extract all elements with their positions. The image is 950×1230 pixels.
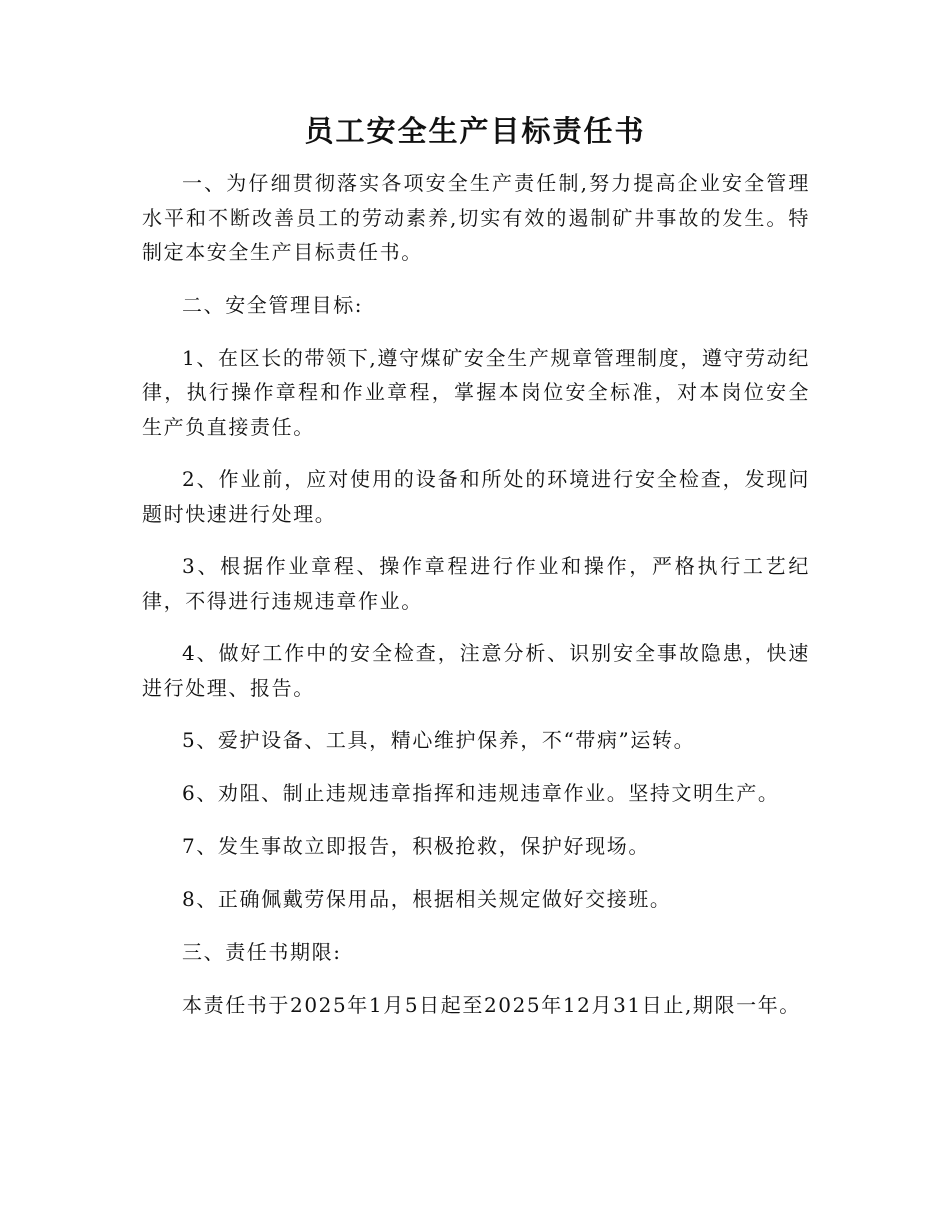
document-title: 员工安全生产目标责任书	[304, 114, 646, 148]
goal-item-8: 8、正确佩戴劳保用品，根据相关规定做好交接班。	[182, 887, 672, 911]
goal-item-4: 4、做好工作中的安全检查，注意分析、识别安全事故隐患，快速进行处理、报告。	[142, 641, 810, 700]
goal-item-2: 2、作业前，应对使用的设备和所处的环境进行安全检查，发现问题时快速进行处理。	[142, 467, 810, 526]
paragraph-purpose: 一、为仔细贯彻落实各项安全生产责任制,努力提高企业安全管理水平和不断改善员工的劳动素养,切实有效的遏制矿井事故的发生。特制定本安全生产目标责任书。	[142, 171, 810, 264]
heading-term: 三、责任书期限:	[182, 940, 342, 964]
paragraph-term: 本责任书于2025年1月5日起至2025年12月31日止,期限一年。	[182, 993, 801, 1017]
goal-item-5: 5、爱护设备、工具，精心维护保养，不“带病”运转。	[182, 728, 696, 752]
document-body	[142, 166, 810, 1041]
heading-safety-goals: 二、安全管理目标:	[182, 292, 364, 317]
goal-item-3: 3、根据作业章程、操作章程进行作业和操作，严格执行工艺纪律，不得进行违规违章作业。	[142, 554, 810, 613]
goal-item-6: 6、劝阻、制止违规违章指挥和违规违章作业。坚持文明生产。	[182, 781, 780, 805]
goal-item-7: 7、发生事故立即报告，积极抢救，保护好现场。	[182, 834, 650, 858]
goal-item-1: 1、在区长的带领下,遵守煤矿安全生产规章管理制度，遵守劳动纪律，执行操作章程和作业章程，掌握本岗位安全标准，对本岗位安全生产负直接责任。	[142, 345, 810, 439]
